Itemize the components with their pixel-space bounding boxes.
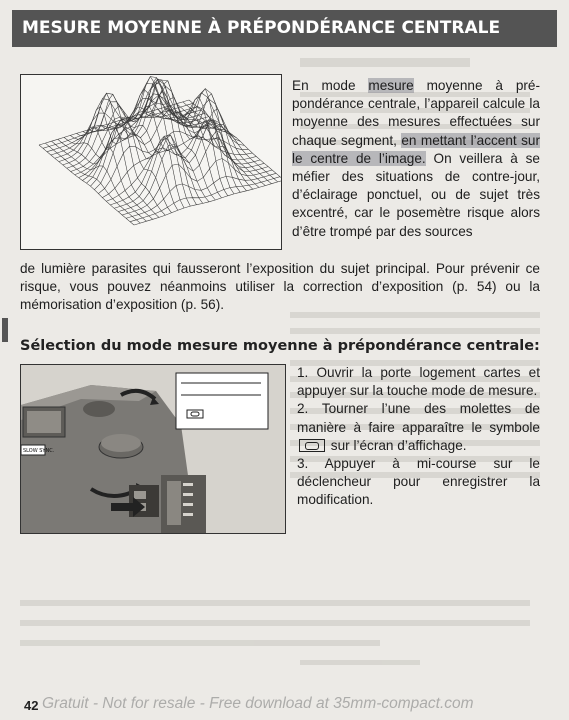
metering-weight-graph (20, 74, 282, 250)
surface-grid-line (55, 98, 205, 158)
intro-paragraph-continued: de lumière parasites qui fausseront l’exposition du sujet principal. Pour prévenir ce risque, vous pouvez néanmoins utiliser la correction d’exposition (p. 54) ou la mémorisation d’exposition (p. 56). (20, 261, 540, 313)
camera-drawing (21, 365, 285, 533)
page-number: 42 (24, 698, 39, 713)
highlight-accent: en mettant l’accent sur le centre de l’image. (292, 132, 540, 166)
surface-grid-line (134, 180, 281, 225)
center-weighted-symbol-icon (299, 439, 325, 452)
surface-grid-line (130, 177, 280, 222)
surface-grid-line (59, 84, 209, 162)
metering-surface-plot (21, 75, 281, 249)
surface-grid-line (126, 173, 276, 218)
highlight-mesure: mesure (368, 78, 414, 93)
watermark: Gratuit - Not for resale - Free download at 35mm-compact.com (42, 695, 474, 712)
page-title: MESURE MOYENNE À PRÉPONDÉRANCE CENTRALE (12, 10, 557, 47)
step-1: 1. Ouvrir la porte logement cartes et appuyer sur la touche mode de mesure. (297, 365, 540, 399)
section-heading: Sélection du mode mesure moyenne à prépondérance centrale: (20, 338, 540, 354)
surface-grid-line (39, 145, 134, 225)
surface-grid-line (45, 143, 140, 223)
steps-list (297, 364, 540, 510)
step-2: 2. Tourner l’une des molettes de manière à faire apparaître le symbole sur l’écran d’affichage. (297, 401, 540, 453)
page-edge-tab (2, 318, 8, 342)
slow-sync-label: SLOW SYNC. (23, 448, 55, 454)
step-3: 3. Appuyer à mi-course sur le déclencheur pour enregistrer la modification. (297, 456, 540, 508)
camera-illustration (20, 364, 286, 534)
surface-grid-line (106, 128, 256, 201)
intro-paragraph: En mode mesure moyenne à prépondérance centrale, l’appareil calcule la moyenne des mesures effectuées sur chaque segment, en mettant l’accent sur le centre de l’image. On veillera à se méfier des situations de contre-jour, d’éclairage ponctuel, ou de sujet très excentré, car le posemètre risque alors d’être trompé par des sources (292, 78, 540, 239)
